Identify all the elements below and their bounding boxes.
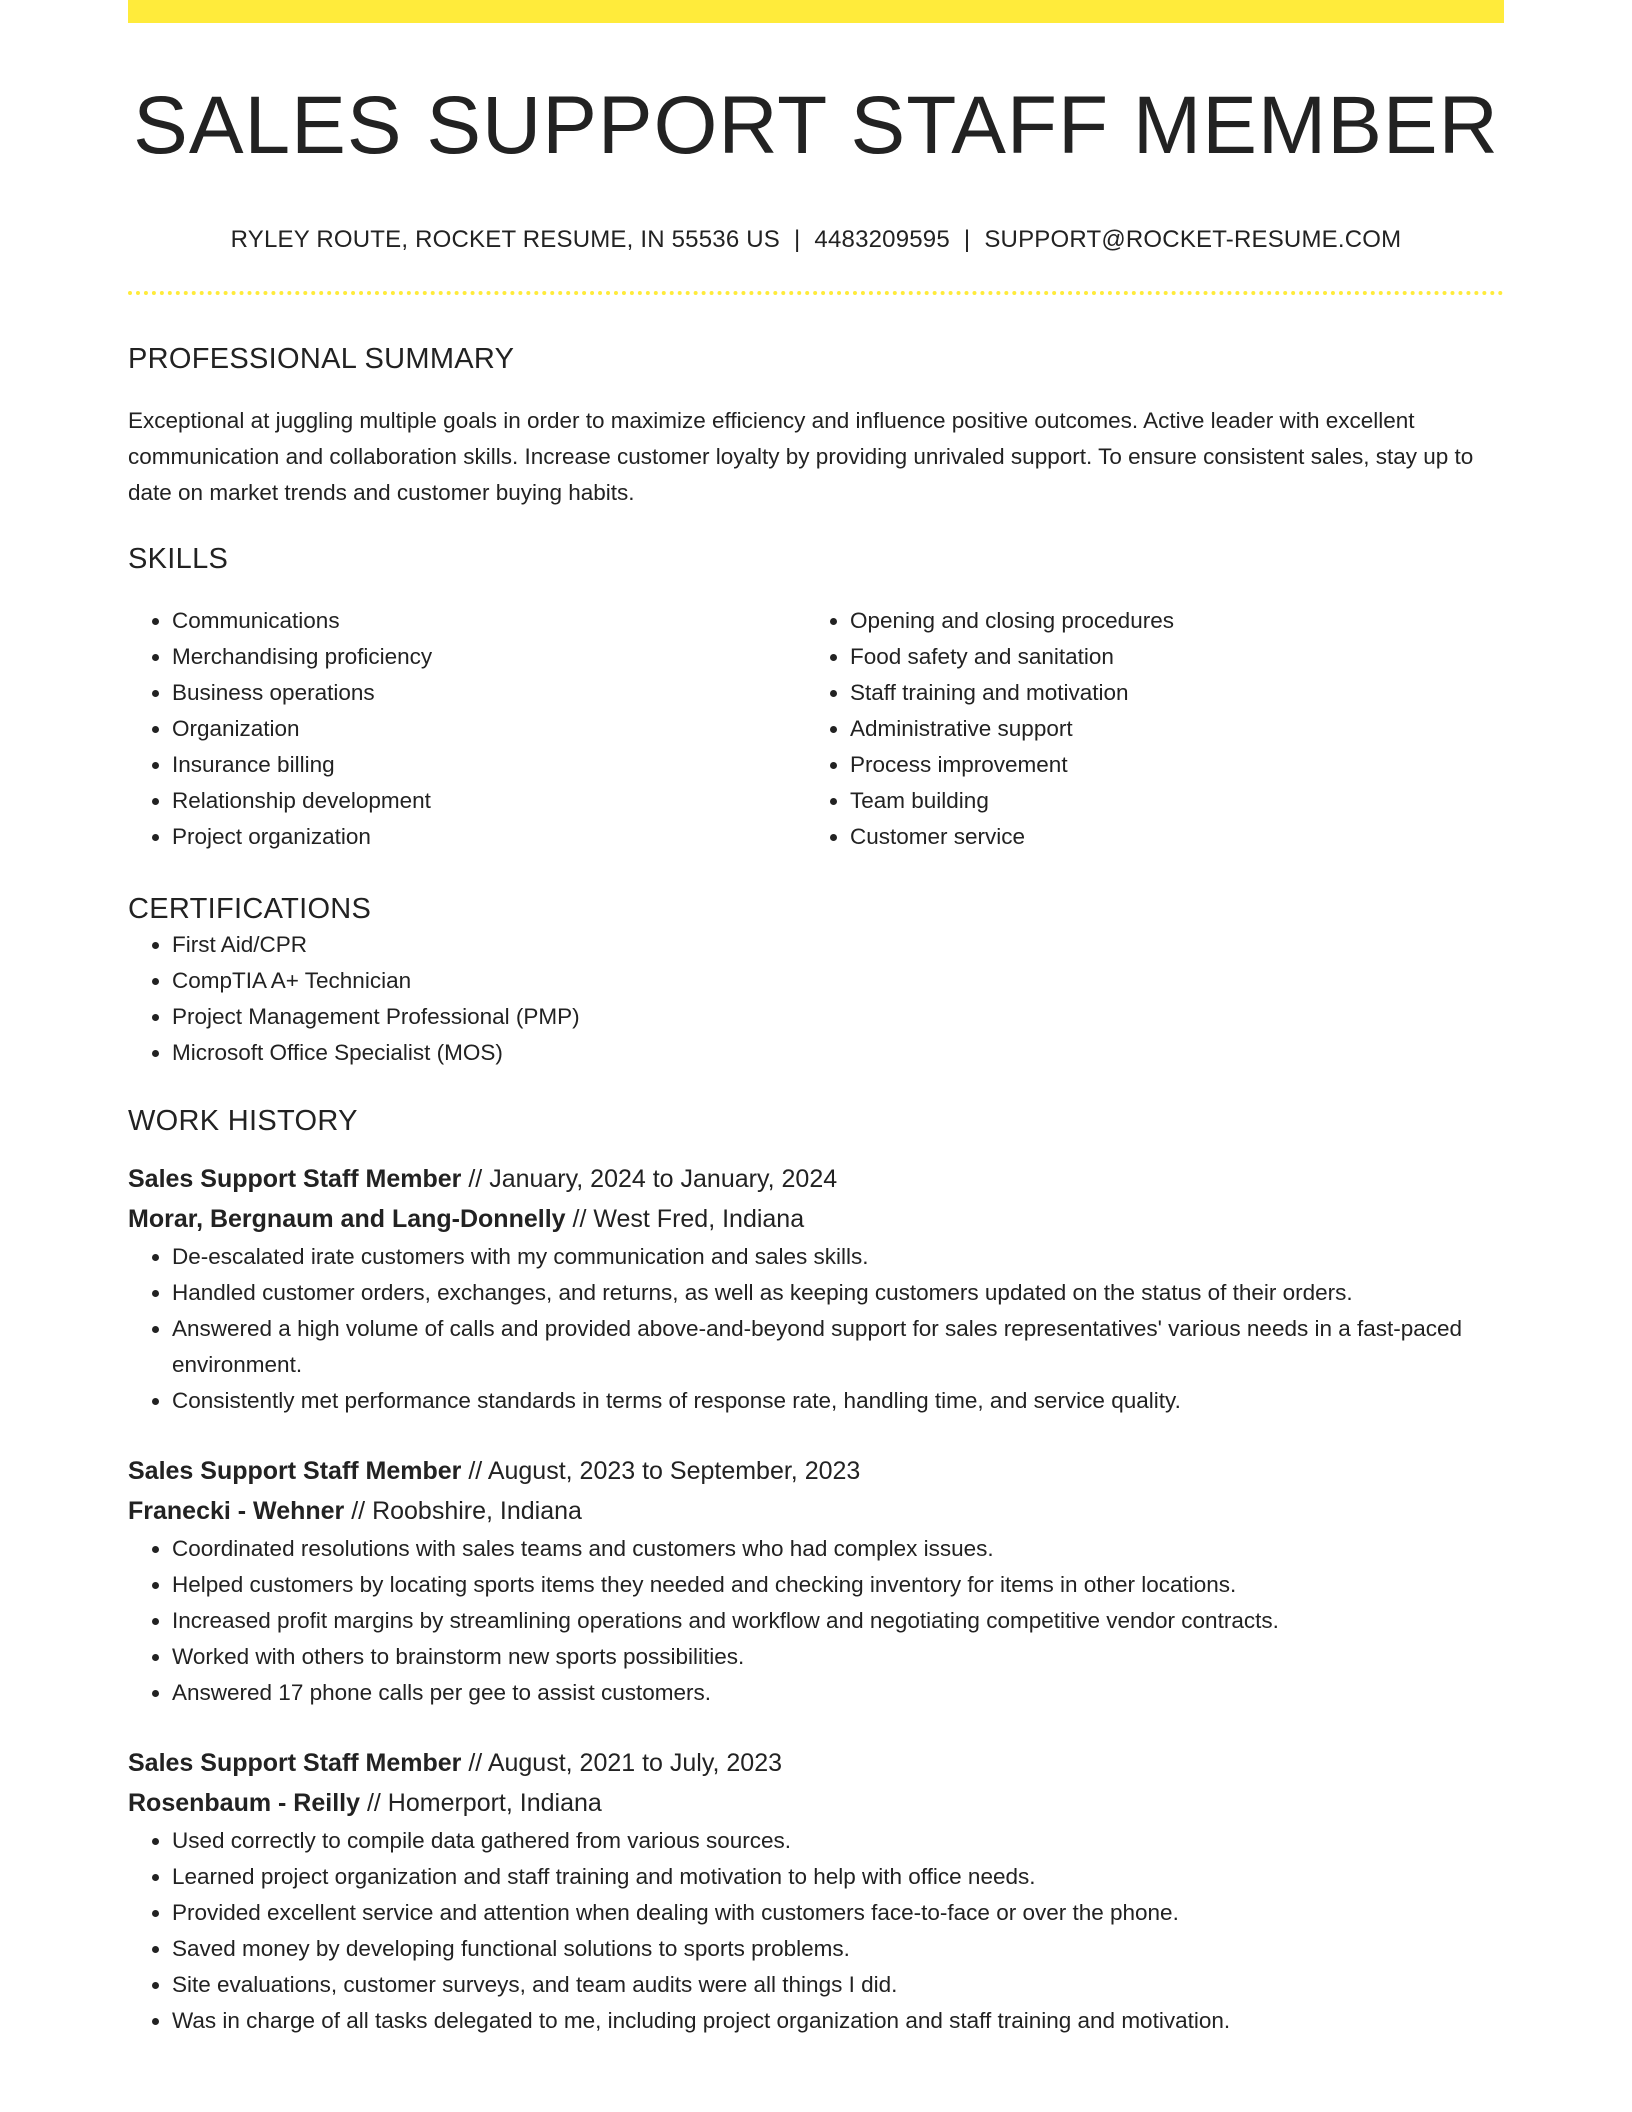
job-duty: • Saved money by developing functional solutions to sports problems.	[172, 1931, 1504, 1967]
skill-item: • Organization	[172, 711, 806, 747]
header-divider	[128, 291, 1504, 295]
certification-item: • CompTIA A+ Technician	[172, 963, 1504, 999]
skill-item: • Food safety and sanitation	[850, 639, 1484, 675]
job-company: Franecki - Wehner	[128, 1497, 345, 1526]
skill-item: • Merchandising proficiency	[172, 639, 806, 675]
skill-item: • Team building	[850, 783, 1484, 819]
contact-line	[128, 225, 1504, 255]
skill-item: • Customer service	[850, 819, 1484, 855]
contact-phone: 4483209595	[814, 226, 950, 254]
work-history-heading: WORK HISTORY	[128, 1105, 358, 1138]
resume-name: SALES SUPPORT STAFF MEMBER	[133, 80, 1499, 171]
top-accent-bar	[128, 0, 1504, 23]
job-location: // West Fred, Indiana	[572, 1205, 805, 1234]
job-company-line	[128, 1491, 1504, 1531]
job-duty: • De-escalated irate customers with my communication and sales skills.	[172, 1239, 1504, 1275]
contact-separator: |	[963, 226, 971, 254]
job-duty: • Answered a high volume of calls and provided above-and-beyond support for sales representatives' various needs in a fast-paced environment.	[172, 1311, 1504, 1383]
certification-item: • Project Management Professional (PMP)	[172, 999, 1504, 1035]
job-duty: • Provided excellent service and attention when dealing with customers face-to-face or over the phone.	[172, 1895, 1504, 1931]
job-entry	[128, 1451, 1504, 1711]
contact-email: SUPPORT@ROCKET-RESUME.COM	[984, 226, 1402, 254]
job-company: Morar, Bergnaum and Lang-Donnelly	[128, 1205, 566, 1234]
job-role: Sales Support Staff Member	[128, 1165, 462, 1194]
job-duty: • Coordinated resolutions with sales teams and customers who had complex issues.	[172, 1531, 1504, 1567]
certifications-heading: CERTIFICATIONS	[128, 893, 372, 926]
job-location: // Roobshire, Indiana	[351, 1497, 582, 1526]
skills-heading: SKILLS	[128, 543, 229, 576]
job-duty: • Site evaluations, customer surveys, and team audits were all things I did.	[172, 1967, 1504, 2003]
skill-item: • Communications	[172, 603, 806, 639]
job-location: // Homerport, Indiana	[366, 1789, 602, 1818]
skill-item: • Administrative support	[850, 711, 1484, 747]
job-dates: // August, 2021 to July, 2023	[468, 1749, 783, 1778]
job-title-line	[128, 1743, 1504, 1783]
job-duty: • Helped customers by locating sports items they needed and checking inventory for items in other locations.	[172, 1567, 1504, 1603]
job-duty: • Worked with others to brainstorm new sports possibilities.	[172, 1639, 1504, 1675]
job-dates: // January, 2024 to January, 2024	[468, 1165, 838, 1194]
job-company: Rosenbaum - Reilly	[128, 1789, 360, 1818]
job-entry	[128, 1159, 1504, 1419]
job-duties	[128, 1239, 1504, 1419]
job-duties	[128, 1531, 1504, 1711]
job-duty: • Consistently met performance standards in terms of response rate, handling time, and service quality.	[172, 1383, 1504, 1419]
job-duty: • Was in charge of all tasks delegated to me, including project organization and staff training and motivation.	[172, 2003, 1504, 2039]
certification-item: • Microsoft Office Specialist (MOS)	[172, 1035, 1504, 1071]
job-title-line	[128, 1159, 1504, 1199]
contact-separator: |	[793, 226, 801, 254]
summary-text: Exceptional at juggling multiple goals in order to maximize efficiency and influence positive outcomes. Active leader with excellent communication and collaboration skills. Increase customer loyalty by providing unrivaled support. To ensure consistent sales, stay up to date on market trends and customer buying habits.	[128, 408, 1474, 506]
job-duty: • Handled customer orders, exchanges, and returns, as well as keeping customers updated on the status of their orders.	[172, 1275, 1504, 1311]
job-title-line	[128, 1451, 1504, 1491]
job-role: Sales Support Staff Member	[128, 1457, 462, 1486]
skill-item: • Insurance billing	[172, 747, 806, 783]
summary-heading: PROFESSIONAL SUMMARY	[128, 343, 515, 376]
job-duty: • Increased profit margins by streamlining operations and workflow and negotiating competitive vendor contracts.	[172, 1603, 1504, 1639]
skill-item: • Staff training and motivation	[850, 675, 1484, 711]
job-duty: • Used correctly to compile data gathered from various sources.	[172, 1823, 1504, 1859]
job-company-line	[128, 1783, 1504, 1823]
job-duty: • Answered 17 phone calls per gee to assist customers.	[172, 1675, 1504, 1711]
skill-item: • Project organization	[172, 819, 806, 855]
job-company-line	[128, 1199, 1504, 1239]
job-dates: // August, 2023 to September, 2023	[468, 1457, 861, 1486]
skill-item: • Business operations	[172, 675, 806, 711]
skill-item: • Opening and closing procedures	[850, 603, 1484, 639]
skills-column-left	[128, 603, 806, 855]
skills-column-right	[806, 603, 1484, 855]
certification-item: • First Aid/CPR	[172, 927, 1504, 963]
contact-address: RYLEY ROUTE, ROCKET RESUME, IN 55536 US	[230, 226, 780, 254]
certifications-list	[128, 927, 1504, 1071]
skills-list	[128, 603, 1504, 855]
job-duties	[128, 1823, 1504, 2039]
skill-item: • Process improvement	[850, 747, 1484, 783]
job-role: Sales Support Staff Member	[128, 1749, 462, 1778]
job-duty: • Learned project organization and staff training and motivation to help with office needs.	[172, 1859, 1504, 1895]
job-entry	[128, 1743, 1504, 2039]
resume-page	[128, 0, 1504, 2039]
skill-item: • Relationship development	[172, 783, 806, 819]
